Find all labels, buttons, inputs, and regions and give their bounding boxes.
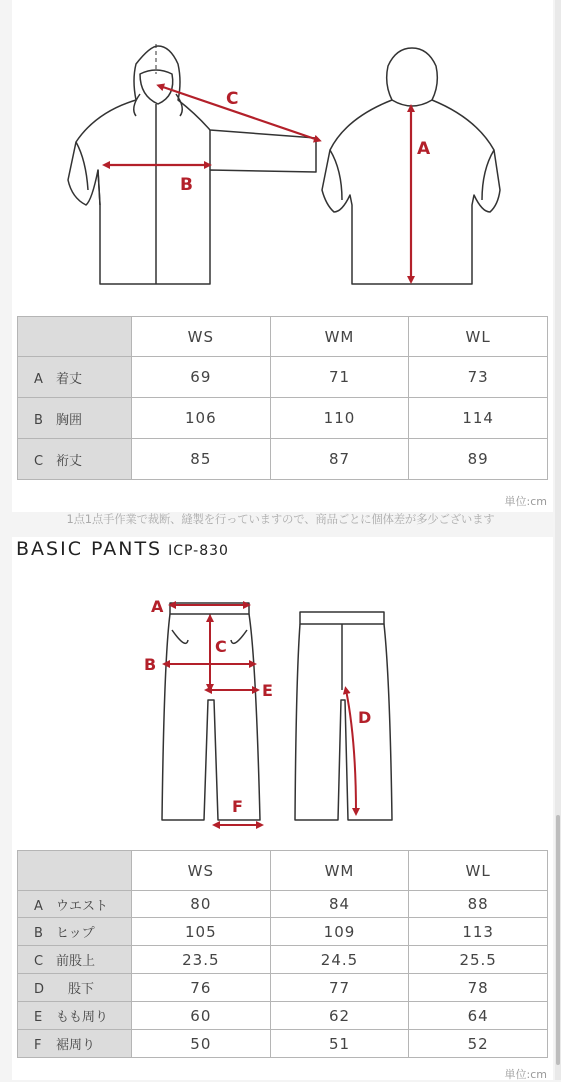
table-row: [18, 891, 548, 918]
table-row: [18, 1002, 548, 1030]
scrollbar-thumb[interactable]: [556, 815, 560, 1065]
table-row: [18, 946, 548, 974]
table-cell: 23.5: [132, 946, 271, 974]
pants-label-f: F: [232, 797, 243, 816]
pants-label-d: D: [358, 708, 372, 727]
table-cell: 71: [270, 357, 409, 398]
table-row: [18, 398, 548, 439]
table-cell: 109: [270, 918, 409, 946]
row-label: D 股下: [18, 974, 132, 1002]
table-corner-cell: [18, 317, 132, 357]
jacket-size-table: [17, 316, 548, 480]
pants-size-table: [17, 850, 548, 1058]
pants-label-c: C: [215, 637, 227, 656]
pants-label-e: E: [262, 681, 273, 700]
table-cell: 73: [409, 357, 548, 398]
unit-label: 単位:cm: [504, 495, 547, 508]
table-cell: 62: [270, 1002, 409, 1030]
row-label: C 裄丈: [18, 439, 132, 480]
unit-label: 単位:cm: [504, 1068, 547, 1081]
row-label: A 着丈: [18, 357, 132, 398]
size-header-wm: WM: [270, 317, 409, 357]
row-label: B 胸囲: [18, 398, 132, 439]
table-cell: 113: [409, 918, 548, 946]
jacket-size-diagram: [0, 0, 561, 300]
size-header-wm: WM: [270, 851, 409, 891]
table-header-row: [18, 317, 548, 357]
table-cell: 78: [409, 974, 548, 1002]
section-title: [16, 538, 229, 560]
jacket-label-b: B: [180, 175, 193, 195]
table-cell: 114: [409, 398, 548, 439]
table-cell: 85: [132, 439, 271, 480]
table-cell: 50: [132, 1030, 271, 1058]
table-cell: 24.5: [270, 946, 409, 974]
table-cell: 60: [132, 1002, 271, 1030]
handmade-note: 1点1点手作業で裁断、縫製を行っていますので、商品ごとに個体差が多少ございます: [66, 512, 495, 526]
pants-label-b: B: [144, 655, 157, 674]
table-row: [18, 357, 548, 398]
row-label: C 前股上: [18, 946, 132, 974]
row-label: A ウエスト: [18, 891, 132, 918]
table-row: [18, 974, 548, 1002]
table-row: [18, 439, 548, 480]
table-cell: 52: [409, 1030, 548, 1058]
table-cell: 51: [270, 1030, 409, 1058]
table-corner-cell: [18, 851, 132, 891]
table-cell: 80: [132, 891, 271, 918]
size-header-ws: WS: [132, 317, 271, 357]
jacket-label-a: A: [417, 139, 431, 159]
table-cell: 106: [132, 398, 271, 439]
table-cell: 25.5: [409, 946, 548, 974]
pants-label-a: A: [151, 597, 164, 616]
row-label: E もも周り: [18, 1002, 132, 1030]
row-label: F 裾周り: [18, 1030, 132, 1058]
table-cell: 89: [409, 439, 548, 480]
table-cell: 105: [132, 918, 271, 946]
table-cell: 110: [270, 398, 409, 439]
table-cell: 87: [270, 439, 409, 480]
table-cell: 69: [132, 357, 271, 398]
table-row: [18, 918, 548, 946]
table-cell: 77: [270, 974, 409, 1002]
size-header-ws: WS: [132, 851, 271, 891]
table-cell: 76: [132, 974, 271, 1002]
table-cell: 64: [409, 1002, 548, 1030]
pants-size-diagram: [0, 580, 561, 840]
table-header-row: [18, 851, 548, 891]
jacket-label-c: C: [226, 89, 239, 109]
size-header-wl: WL: [409, 851, 548, 891]
table-cell: 84: [270, 891, 409, 918]
size-header-wl: WL: [409, 317, 548, 357]
row-label: B ヒップ: [18, 918, 132, 946]
pants-model-number: ICP-830: [168, 543, 229, 559]
table-row: [18, 1030, 548, 1058]
table-cell: 88: [409, 891, 548, 918]
pants-title: BASIC PANTS: [16, 538, 163, 560]
